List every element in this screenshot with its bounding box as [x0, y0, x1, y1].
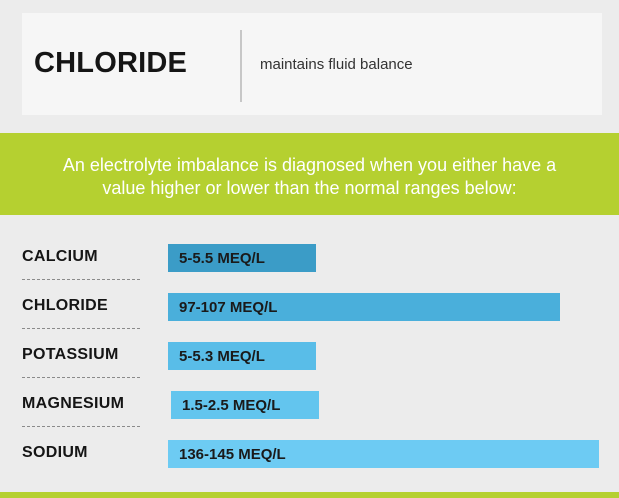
- range-label: SODIUM: [22, 444, 88, 461]
- header-divider: [240, 30, 242, 102]
- range-bar: [168, 342, 316, 370]
- range-value: 5-5.3 MEQ/L: [179, 348, 265, 365]
- range-value: 5-5.5 MEQ/L: [179, 250, 265, 267]
- range-label: CHLORIDE: [22, 297, 108, 314]
- range-bar: [171, 391, 319, 419]
- range-row-magnesium: [0, 373, 619, 422]
- banner-line-1: An electrolyte imbalance is diagnosed when you either have a: [62, 155, 557, 175]
- header-card: [22, 13, 602, 115]
- banner-line-2: value higher or lower than the normal ranges below:: [102, 178, 517, 198]
- range-bar: [168, 293, 560, 321]
- range-value: 136-145 MEQ/L: [179, 446, 286, 463]
- range-bar: [168, 440, 599, 468]
- range-value: 1.5-2.5 MEQ/L: [182, 397, 281, 414]
- electrolyte-description: maintains fluid balance: [260, 56, 413, 73]
- range-row-calcium: [0, 226, 619, 275]
- banner-text: [0, 154, 619, 200]
- info-banner: [0, 133, 619, 215]
- electrolyte-title: CHLORIDE: [34, 47, 188, 79]
- range-row-potassium: [0, 324, 619, 373]
- range-row-sodium: [0, 422, 619, 471]
- range-label: POTASSIUM: [22, 346, 119, 363]
- range-label: CALCIUM: [22, 248, 98, 265]
- range-row-chloride: [0, 275, 619, 324]
- range-bar: [168, 244, 316, 272]
- range-label: MAGNESIUM: [22, 395, 125, 412]
- normal-ranges-list: [0, 226, 619, 496]
- bottom-accent-strip: [0, 492, 619, 498]
- range-value: 97-107 MEQ/L: [179, 299, 278, 316]
